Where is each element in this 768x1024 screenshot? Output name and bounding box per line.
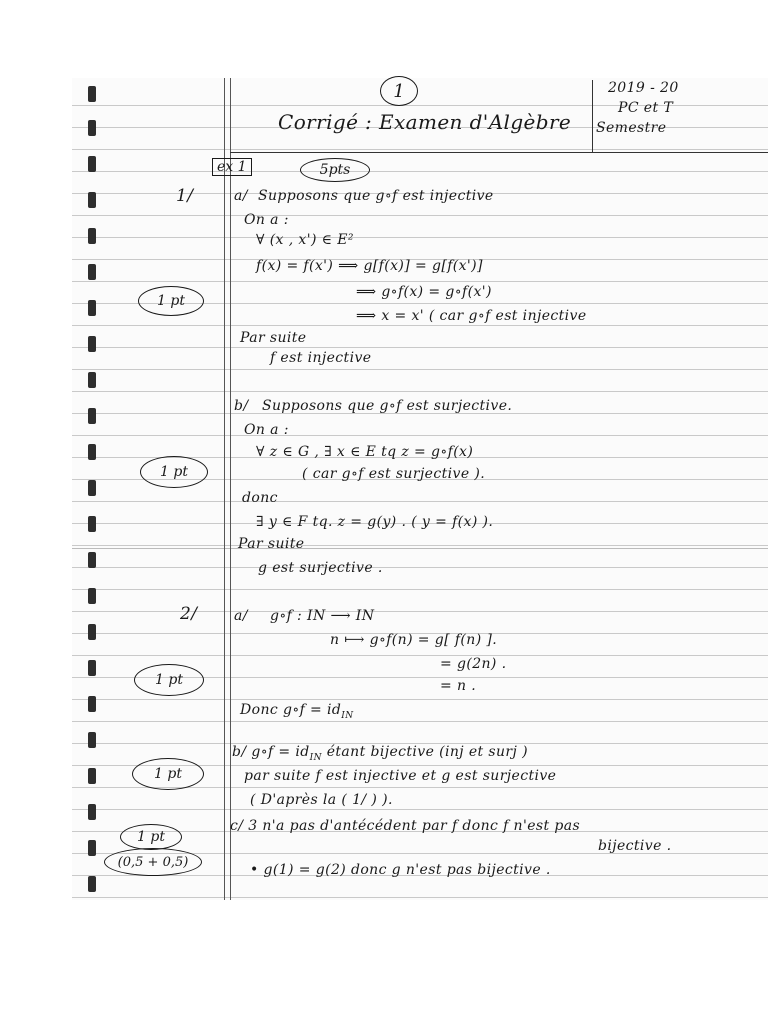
q1b-line: On a : [244,422,289,438]
q2c-line [230,818,580,834]
q1a-line: ⟹ x = x' ( car g∘f est injective [356,308,587,324]
binder-hole [88,840,96,856]
question-1-number: 1/ [176,186,194,206]
q2a-conclusion: Donc g∘f = id [240,702,342,718]
q1a-line: f(x) = f(x') ⟹ g[f(x)] = g[f(x')] [256,258,483,274]
binder-hole [88,192,96,208]
q1a-line: Supposons que g∘f est injective [258,188,494,204]
binder-hole [88,516,96,532]
q2a-line: g∘f : IN ⟶ IN [270,608,375,624]
binder-hole [88,696,96,712]
score-badge: 1 pt [134,664,204,696]
binder-hole [88,660,96,676]
q2b-line: ( D'après la ( 1/ ) ). [250,792,393,808]
binder-hole [88,408,96,424]
q2b-line [232,744,528,763]
binder-hole [88,552,96,568]
score-badge: 1 pt [138,286,204,316]
subscript: IN [309,752,322,763]
header-semester: Semestre [596,120,667,136]
q2c-text: 3 n'a pas d'antécédent par f donc f n'est pas [248,818,581,834]
q2b-label: b/ [232,744,247,760]
q2a-line [240,702,353,721]
question-2-number: 2/ [180,604,198,624]
binder-hole [88,480,96,496]
q1a-line: f est injective [270,350,372,366]
q2a-label: a/ [234,608,248,624]
page-fold [72,548,768,549]
q1b-label: b/ [234,398,249,414]
header-year: 2019 - 20 [608,80,679,96]
binder-hole [88,336,96,352]
score-badge: 1 pt [120,824,182,850]
q2a-line: = n . [440,678,477,694]
exercise-points: 5pts [300,158,370,182]
q1a-line: ∀ (x , x') ∈ E² [256,232,354,248]
exercise-label: ex 1 [212,158,252,176]
q1a-line: Par suite [240,330,307,346]
q1a-line: ⟹ g∘f(x) = g∘f(x') [356,284,492,300]
q2c-line: • g(1) = g(2) donc g n'est pas bijective . [250,862,551,878]
q2a-line: = g(2n) . [440,656,507,672]
q1b-line: ∃ y ∈ F tq. z = g(y) . ( y = f(x) ). [256,514,494,530]
q1a-label: a/ [234,188,248,204]
score-detail: (0,5 + 0,5) [104,848,202,876]
q1b-line: ( car g∘f est surjective ). [302,466,486,482]
page-title: Corrigé : Examen d'Algèbre [278,110,572,134]
q2b-line: par suite f est injective et g est surjective [244,768,557,784]
binder-hole [88,372,96,388]
binder-hole [88,876,96,892]
page-number: 1 [380,76,418,106]
binder-hole [88,624,96,640]
q1b-line: Supposons que g∘f est surjective. [262,398,513,414]
q2c-line: bijective . [598,838,672,854]
q1b-line: g est surjective . [258,560,383,576]
margin-line-double [224,78,225,900]
binder-hole [88,228,96,244]
header-rule [230,152,768,153]
q2b-expr: g∘f = id [251,744,310,760]
binder-hole [88,768,96,784]
binder-hole [88,444,96,460]
q1b-line: donc [242,490,278,506]
margin-line [230,78,231,900]
q1b-line: ∀ z ∈ G , ∃ x ∈ E tq z = g∘f(x) [256,444,474,460]
binder-hole [88,156,96,172]
header-class: PC et T [618,100,674,116]
score-badge: 1 pt [132,758,204,790]
subscript: IN [341,710,354,721]
q2b-expr-rest: étant bijective (inj et surj ) [321,744,528,760]
header-divider [592,80,593,152]
binder-hole [88,86,96,102]
binder-hole [88,732,96,748]
binder-hole [88,300,96,316]
binder-hole [88,264,96,280]
q2c-label: c/ [230,818,244,834]
binder-hole [88,588,96,604]
q1a-line: On a : [244,212,289,228]
binder-hole [88,120,96,136]
q2a-line: n ⟼ g∘f(n) = g[ f(n) ]. [330,632,498,648]
binder-hole [88,804,96,820]
score-badge: 1 pt [140,456,208,488]
q1b-line: Par suite [238,536,305,552]
